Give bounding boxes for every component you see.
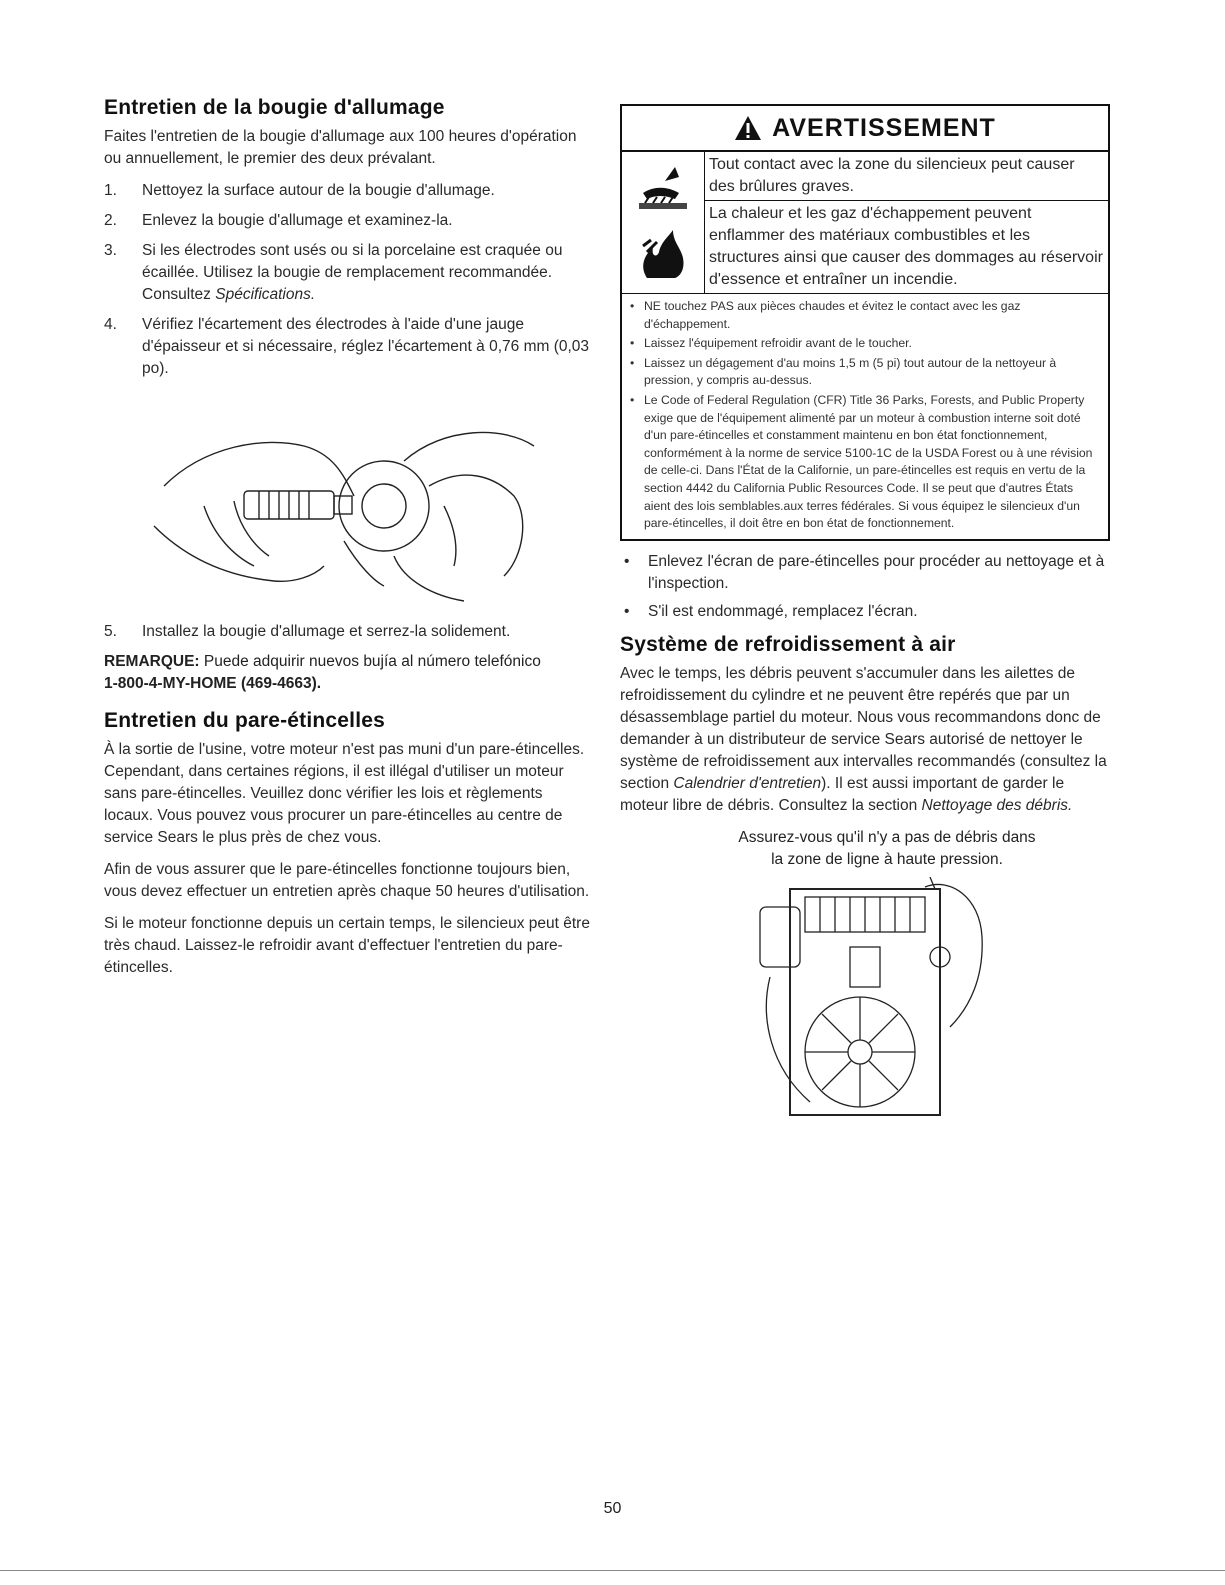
cooling-body-text-2: ). Il est aussi important de garder le moteur libre de débris. Consultez la section [620, 774, 1065, 814]
warning-triangle-icon [734, 115, 762, 141]
hot-surface-icon [635, 163, 691, 213]
engine-cooling-illustration [750, 877, 1000, 1117]
list-item [104, 210, 594, 232]
list-item [104, 314, 594, 380]
warning-bullet-list [622, 294, 1108, 539]
remarque-text: Puede adquirir nuevos bujía al número telefónico [199, 653, 541, 670]
step-number: 5. [104, 623, 117, 640]
cooling-system-body [620, 663, 1114, 817]
step-text: Vérifiez l'écartement des électrodes à l'aide d'une jauge d'épaisseur et si nécessaire, réglez l'écartement à 0,76 mm (0,03 po). [142, 316, 590, 377]
spark-arrester-heading: Entretien du pare-étincelles [104, 709, 386, 732]
warning-box [620, 104, 1110, 541]
cooling-body-text: Avec le temps, les débris peuvent s'accumuler dans les ailettes de refroidissement du cylindre et ne peuvent être repérés que par un désassemblage partiel du moteur. Nous vous recommandons donc de demander à un distributeur de service Sears autorisé de nettoyer le système de refroidissement aux intervalles recommandés (consultez la section [620, 664, 1107, 792]
debris-cleaning-reference: Nettoyage des débris. [921, 796, 1073, 814]
remarque-note [104, 651, 594, 695]
list-item: • S'il est endommagé, remplacez l'écran. [620, 601, 1114, 623]
hazard-icons [622, 152, 705, 293]
fire-hazard-icon [635, 226, 691, 282]
step-text: Nettoyez la surface autour de la bougie d'allumage. [142, 182, 495, 199]
warning-fire-statement: La chaleur et les gaz d'échappement peuvent enflammer des matériaux combustibles et les structures ainsi que causer des dommages au réservoir d'essence et entraîner un incendie. [705, 200, 1108, 293]
list-item: • Enlevez l'écran de pare-étincelles pour procéder au nettoyage et à l'inspection. [620, 551, 1114, 595]
warning-hazards [622, 152, 1108, 294]
step-number: 2. [104, 212, 117, 229]
remarque-phone: 1-800-4-MY-HOME (469-4663). [104, 675, 322, 692]
engine-figure-caption [620, 827, 1114, 871]
page-number: 50 [603, 1500, 622, 1517]
maintenance-schedule-reference: Calendrier d'entretien [673, 774, 822, 792]
list-item [104, 621, 594, 643]
list-item [104, 180, 594, 202]
left-column [104, 96, 594, 989]
warning-header [622, 106, 1108, 152]
spark-plug-gap-illustration [144, 406, 544, 606]
caption-line-2: la zone de ligne à haute pression. [771, 850, 1003, 868]
spark-plug-steps [104, 180, 594, 380]
spark-plug-intro: Faites l'entretien de la bougie d'allumage aux 100 heures d'opération ou annuellement, le premier des deux prévalant. [104, 128, 577, 167]
spark-arrester-paragraph-1: À la sortie de l'usine, votre moteur n'est pas muni d'un pare-étincelles. Cependant, dans certaines régions, il est illégal d'utiliser un moteur sans pare-étincelles. Veuillez donc vérifier les lois et règlements locaux. Vous pouvez vous procurer un pare-étincelles au centre de service Sears le plus près de chez vous. [104, 741, 585, 846]
spark-plug-step-5 [104, 621, 594, 643]
spark-plug-heading: Entretien de la bougie d'allumage [104, 96, 445, 119]
step-number: 4. [104, 316, 117, 333]
specifications-reference: Spécifications. [215, 286, 316, 303]
list-item: • NE touchez PAS aux pièces chaudes et évitez le contact avec les gaz d'échappement. [630, 298, 1102, 333]
warning-statements [705, 152, 1108, 293]
cooling-system-heading: Système de refroidissement à air [620, 632, 956, 656]
list-item: • Laissez l'équipement refroidir avant de le toucher. [630, 335, 1102, 353]
list-item: • Le Code of Federal Regulation (CFR) Title 36 Parks, Forests, and Public Property exige que de l'équipement alimenté par un moteur à combustion interne soit doté d'un pare-étincelles et constamment maintenu en bon état fonctionnement, conformément à la norme de service 5100-1C de la USDA Forest ou à une révision de celle-ci. Dans l'État de la Californie, un pare-étincelles est requis en vertu de la section 4442 du California Public Resources Code. Il se peut que d'autres États aient des lois semblables.aux terres fédérales. Si vous équipez le silencieux d'un pare-étincelles, il doit être en bon état de fonctionnement. [630, 392, 1102, 533]
list-item [104, 240, 594, 306]
step-text: Enlevez la bougie d'allumage et examinez-la. [142, 212, 453, 229]
list-item: • Laissez un dégagement d'au moins 1,5 m (5 pi) tout autour de la nettoyeur à pression, y compris au-dessus. [630, 355, 1102, 390]
step-number: 1. [104, 182, 117, 199]
right-column [620, 104, 1114, 1122]
screen-bullet-list [620, 551, 1114, 623]
step-text: Installez la bougie d'allumage et serrez-la solidement. [142, 623, 511, 640]
footer-divider [0, 1570, 1225, 1571]
remarque-label: REMARQUE: [104, 653, 200, 670]
spark-arrester-paragraph-3: Si le moteur fonctionne depuis un certain temps, le silencieux peut être très chaud. Laissez-le refroidir avant d'effectuer l'entretien du pare-étincelles. [104, 915, 590, 976]
warning-burn-statement: Tout contact avec la zone du silencieux peut causer des brûlures graves. [709, 156, 1075, 195]
warning-title: AVERTISSEMENT [772, 113, 996, 142]
spark-arrester-paragraph-2: Afin de vous assurer que le pare-étincelles fonctionne toujours bien, vous devez effectuer un entretien après chaque 50 heures d'utilisation. [104, 861, 590, 900]
step-number: 3. [104, 242, 117, 259]
step-text: Si les électrodes sont usés ou si la porcelaine est craquée ou écaillée. Utilisez la bougie de remplacement recommandée. [142, 242, 563, 281]
caption-line-1: Assurez-vous qu'il n'y a pas de débris dans [738, 828, 1036, 846]
step-ref-prefix: Consultez [142, 286, 216, 303]
